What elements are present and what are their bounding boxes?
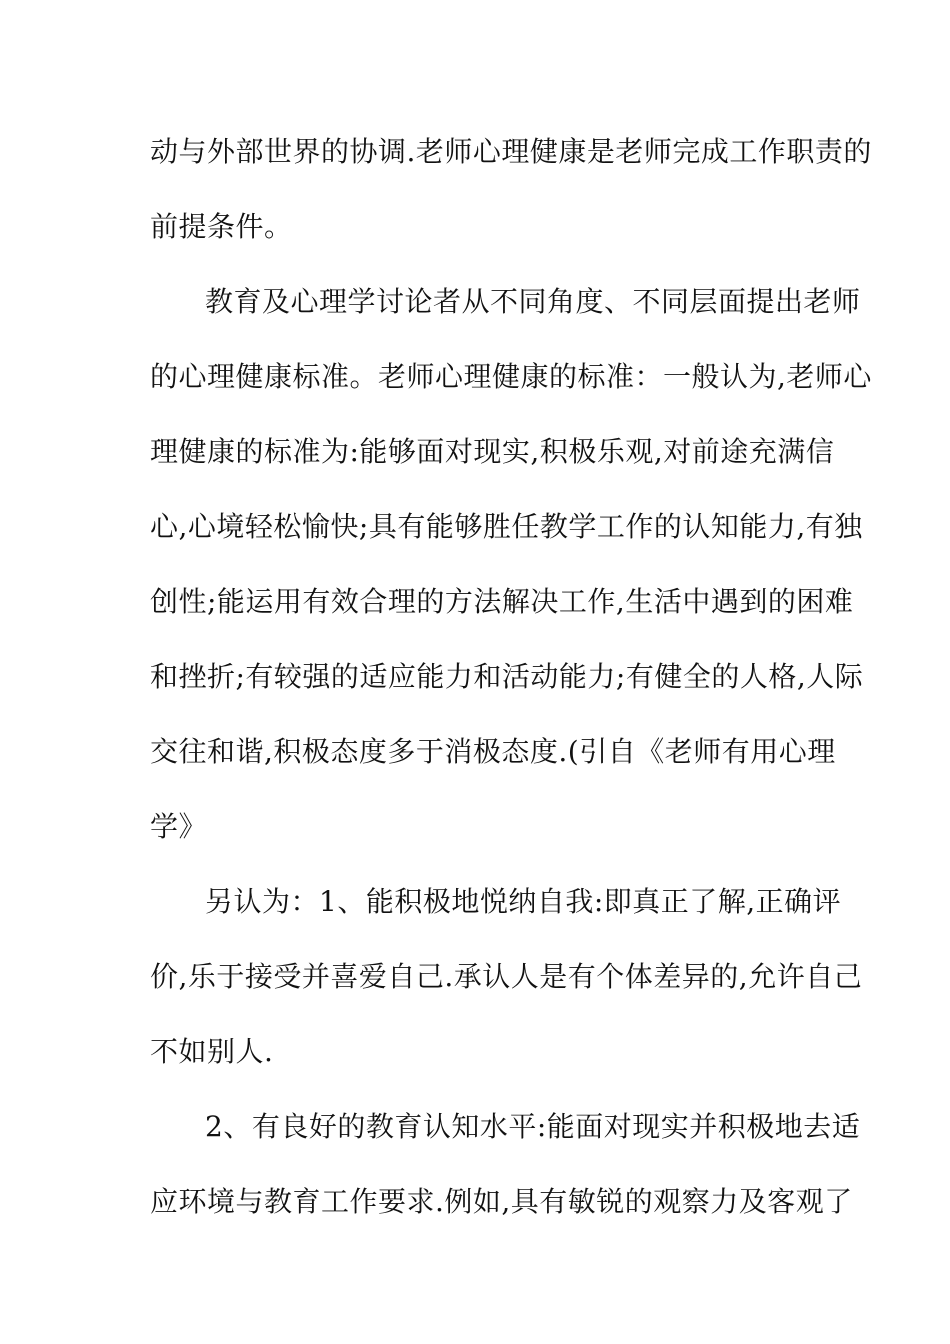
text-line: 交往和谐,积极态度多于消极态度.(引自《老师有用心理: [150, 735, 836, 768]
text-line: 和挫折;有较强的适应能力和活动能力;有健全的人格,人际: [150, 660, 864, 693]
text-line: 前提条件。: [150, 210, 293, 243]
text-line: 理健康的标准为:能够面对现实,积极乐观,对前途充满信: [150, 435, 835, 468]
paragraph-first-line: 另认为：1、能积极地悦纳自我:即真正了解,正确评: [205, 885, 842, 918]
text-line: 学》: [150, 810, 208, 843]
text-line: 动与外部世界的协调.老师心理健康是老师完成工作职责的: [150, 135, 872, 168]
text-line: 的心理健康标准。老师心理健康的标准：一般认为,老师心: [150, 360, 872, 393]
paragraph-first-line: 2、有良好的教育认知水平:能面对现实并积极地去适: [205, 1110, 861, 1143]
text-line: 价,乐于接受并喜爱自己.承认人是有个体差异的,允许自己: [150, 960, 863, 993]
text-line: 不如别人.: [150, 1035, 274, 1068]
paragraph-first-line: 教育及心理学讨论者从不同角度、不同层面提出老师: [205, 285, 861, 318]
text-line: 心,心境轻松愉快;具有能够胜任教学工作的认知能力,有独: [150, 510, 863, 543]
text-line: 创性;能运用有效合理的方法解决工作,生活中遇到的困难: [150, 585, 854, 618]
text-line: 应环境与教育工作要求.例如,具有敏锐的观察力及客观了: [150, 1185, 853, 1218]
